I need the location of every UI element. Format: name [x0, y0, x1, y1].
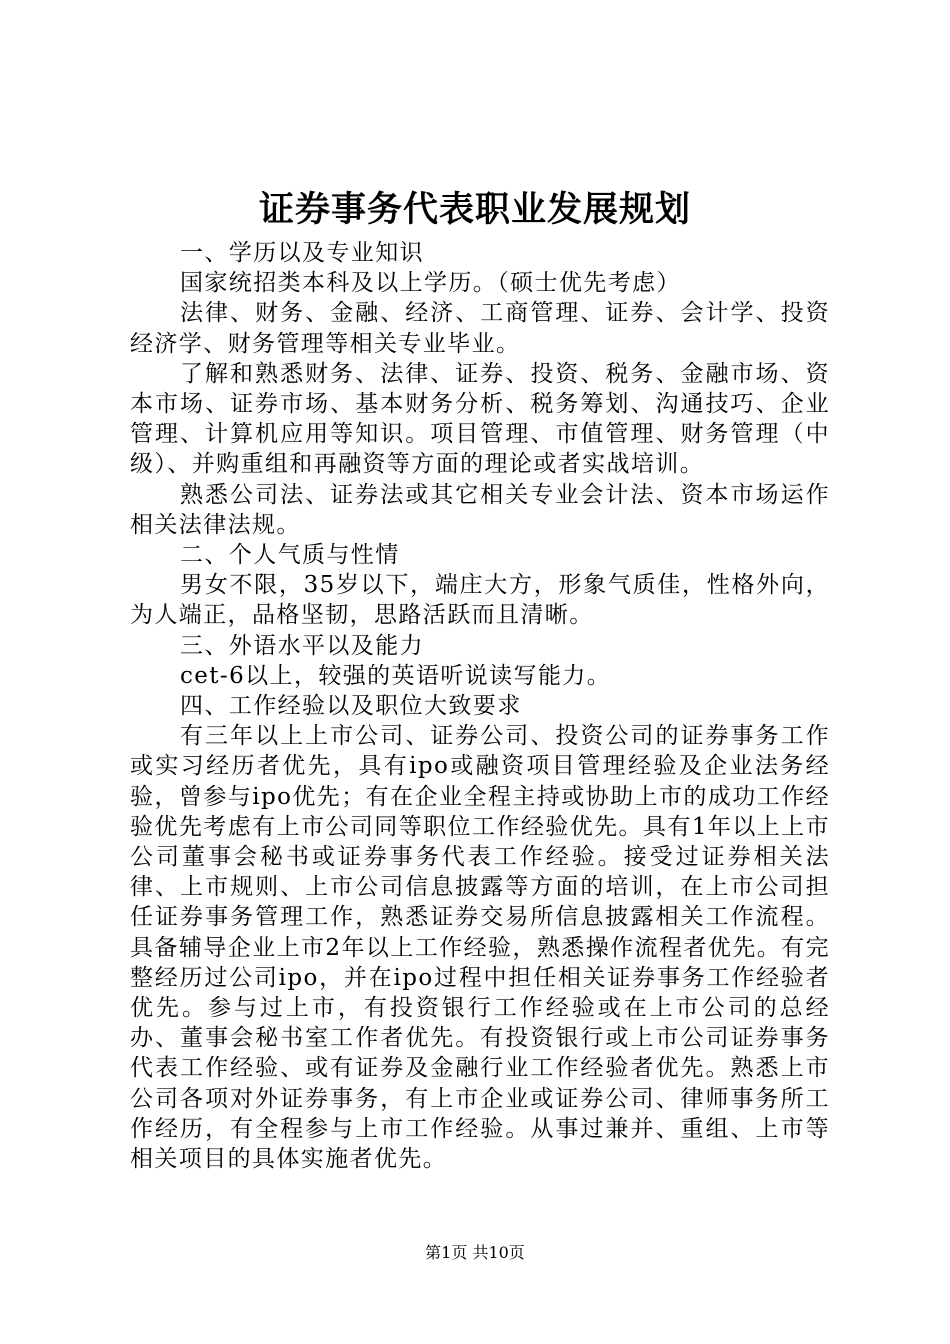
paragraph-personal: 男女不限，35岁以下，端庄大方，形象气质佳，性格外向，为人端正，品格坚韧，思路活跃而且清晰。 [130, 572, 830, 629]
document-title: 证券事务代表职业发展规划 [258, 190, 691, 230]
paragraph-majors: 法律、财务、金融、经济、工商管理、证券、会计学、投资经济学、财务管理等相关专业毕业。 [130, 300, 830, 357]
paragraph-degree: 国家统招类本科及以上学历。（硕士优先考虑） [180, 270, 681, 297]
section-heading-education: 一、学历以及专业知识 [180, 240, 424, 266]
section-heading-language: 三、外语水平以及能力 [180, 632, 424, 659]
section-heading-experience: 四、工作经验以及职位大致要求 [180, 693, 522, 720]
paragraph-language: cet-6以上，较强的英语听说读写能力。 [180, 662, 612, 689]
paragraph-experience: 有三年以上上市公司、证券公司、投资公司的证券事务工作或实习经历者优先，具有ipo或融资项目管理经验及企业法务经验，曾参与ipo优先；有在企业全程主持或协助上市的成功工作经验优先考虑有上市公司同等职位工作经验优先。具有1年以上上市公司董事会秘书或证券事务代表工作经验。接受过证券相关法律、上市规则、上市公司信息披露等方面的培训，在上市公司担任证券事务管理工作，熟悉证券交易所信息披露相关工作流程。具备辅导企业上市2年以上工作经验，熟悉操作流程者优先。有完整经历过公司ipo，并在ipo过程中担任相关证券事务工作经验者优先。参与过上市，有投资银行工作经验或在上市公司的总经办、董事会秘书室工作者优先。有投资银行或上市公司证券事务代表工作经验、或有证券及金融行业工作经验者优先。熟悉上市公司各项对外证券事务，有上市企业或证券公司、律师事务所工作经历，有全程参与上市工作经验。从事过兼并、重组、上市等相关项目的具体实施者优先。 [130, 723, 830, 1173]
page-footer: 第1页 共10页 [425, 1243, 525, 1262]
paragraph-laws: 熟悉公司法、证券法或其它相关专业会计法、资本市场运作相关法律法规。 [130, 481, 830, 538]
document-body [130, 238, 830, 1174]
paragraph-knowledge: 了解和熟悉财务、法律、证券、投资、税务、金融市场、资本市场、证券市场、基本财务分析、税务筹划、沟通技巧、企业管理、计算机应用等知识。项目管理、市值管理、财务管理（中级）、并购重组和再融资等方面的理论或者实战培训。 [130, 360, 830, 478]
section-heading-temperament: 二、个人气质与性情 [180, 542, 400, 569]
